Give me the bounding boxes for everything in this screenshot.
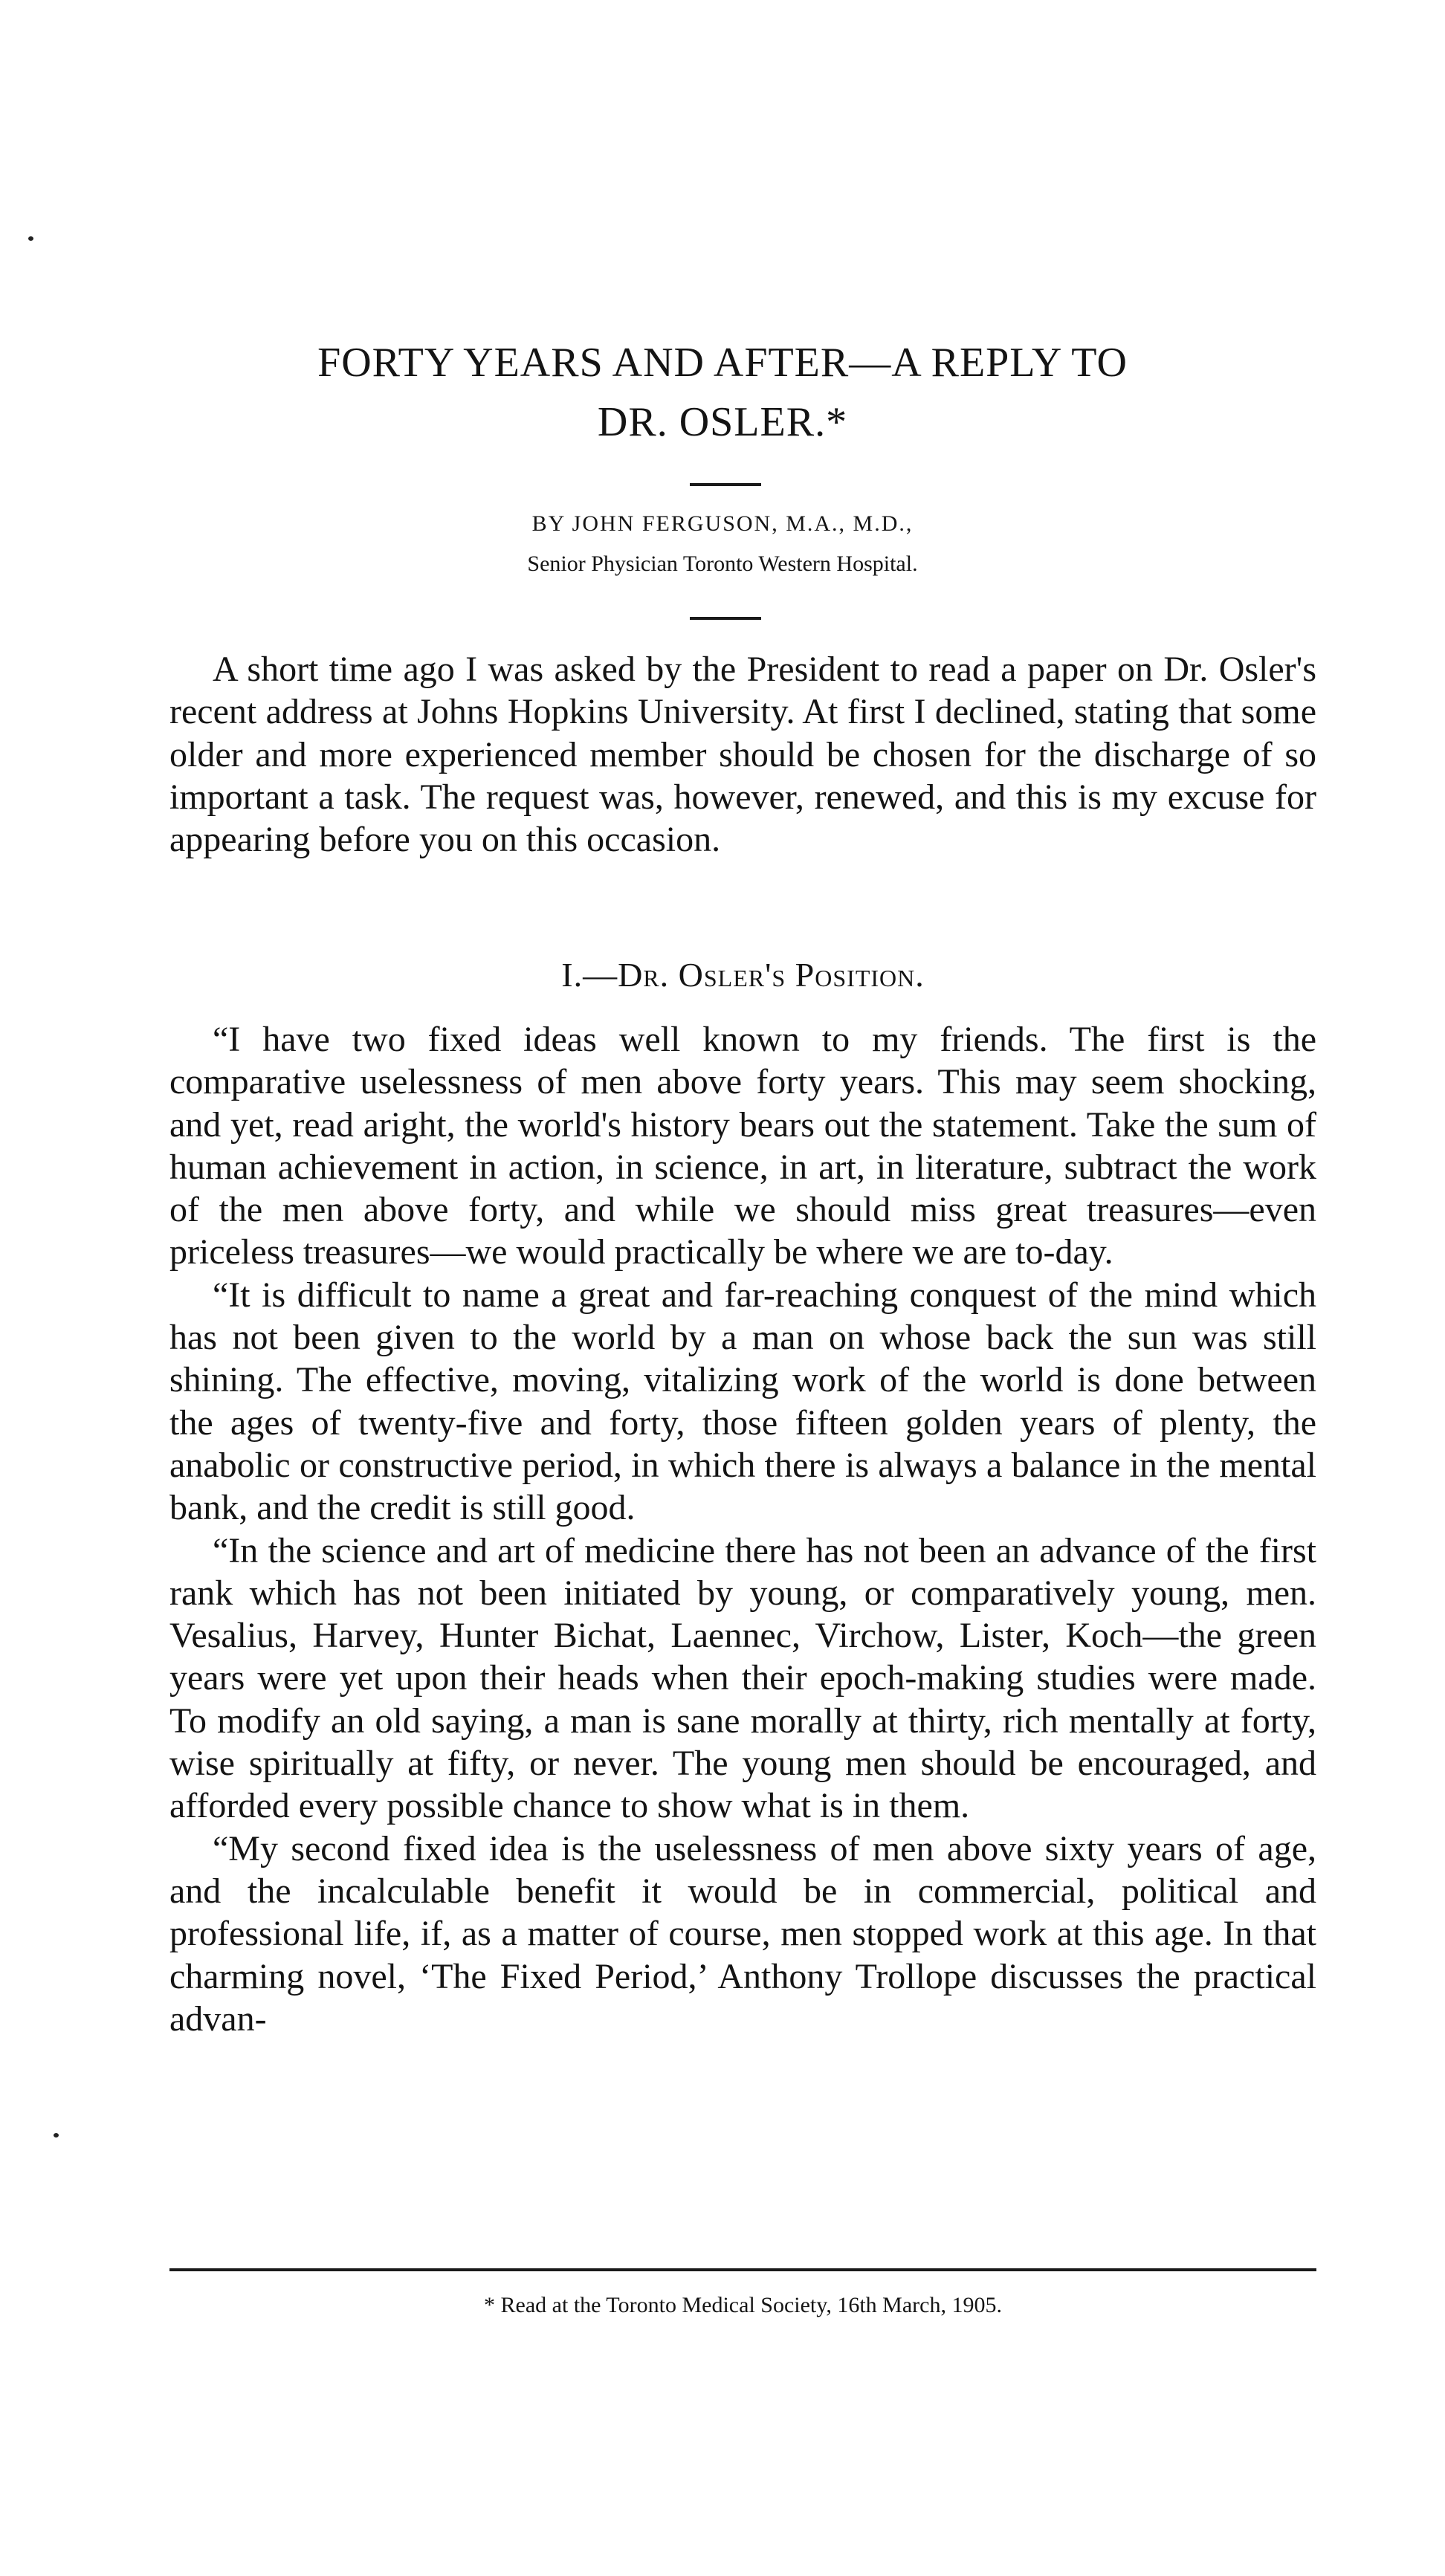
quoted-passage xyxy=(169,1018,1316,2040)
title-rule xyxy=(690,483,761,486)
quote-paragraph: “I have two fixed ideas well known to my friends. The first is the comparative uselessness of men above forty years. This may seem shocking, and yet, read aright, the world's history bears out the statement. Take the sum of human achievement in action, in science, in art, in literature, subtract the work of the men above forty, and while we should miss great treasures—even priceless treasures—we would practically be where we are to-day. xyxy=(169,1020,1316,1272)
intro-section xyxy=(169,648,1316,861)
section-heading: I.—Dr. Osler's Position. xyxy=(561,956,925,994)
author-byline: BY JOHN FERGUSON, M.A., M.D., xyxy=(531,511,914,536)
scan-speck-bottom xyxy=(54,2133,59,2138)
quote-paragraph: “My second fixed idea is the uselessness of men above sixty years of age, and the incalculable benefit it would be in commercial, political and professional life, if, as a matter of course, men stopped work at this age. In that charming novel, ‘The Fixed Period,’ Anthony Trollope discusses the practical advan- xyxy=(169,1828,1316,2039)
scan-speck-top xyxy=(28,236,33,241)
title-line-1: FORTY YEARS AND AFTER—A REPLY TO xyxy=(317,340,1128,386)
quote-paragraph: “It is difficult to name a great and far-reaching conquest of the mind which has not been given to the world by a man on whose back the sun was still shining. The effective, moving, vitalizing work of the world is done between the ages of twenty-five and forty, those fifteen golden years of plenty, the anabolic or constructive period, in which there is always a balance in the mental bank, and the credit is still good. xyxy=(169,1275,1316,1528)
author-affiliation: Senior Physician Toronto Western Hospital. xyxy=(527,551,918,576)
article-title xyxy=(171,333,1274,452)
quote-paragraph: “In the science and art of medicine there has not been an advance of the first rank which has not been initiated by young, or comparatively young, men. Vesalius, Harvey, Hunter Bichat, Laennec, Virchow, Lister, Koch—the green years were yet upon their heads when their epoch-making studies were made. To modify an old saying, a man is sane morally at thirty, rich mentally at forty, wise spiritually at fifty, or never. The young men should be encouraged, and afforded every possible chance to show what is in them. xyxy=(169,1530,1316,1826)
byline-rule xyxy=(690,617,761,620)
title-line-2: DR. OSLER.* xyxy=(597,399,848,445)
footnote: * Read at the Toronto Medical Society, 16th March, 1905. xyxy=(484,2293,1002,2317)
footnote-rule xyxy=(169,2268,1316,2271)
intro-paragraph: A short time ago I was asked by the President to read a paper on Dr. Osler's recent address at Johns Hopkins University. At first I declined, stating that some older and more experienced member should be chosen for the discharge of so important a task. The request was, however, renewed, and this is my excuse for appearing before you on this occasion. xyxy=(169,650,1316,860)
